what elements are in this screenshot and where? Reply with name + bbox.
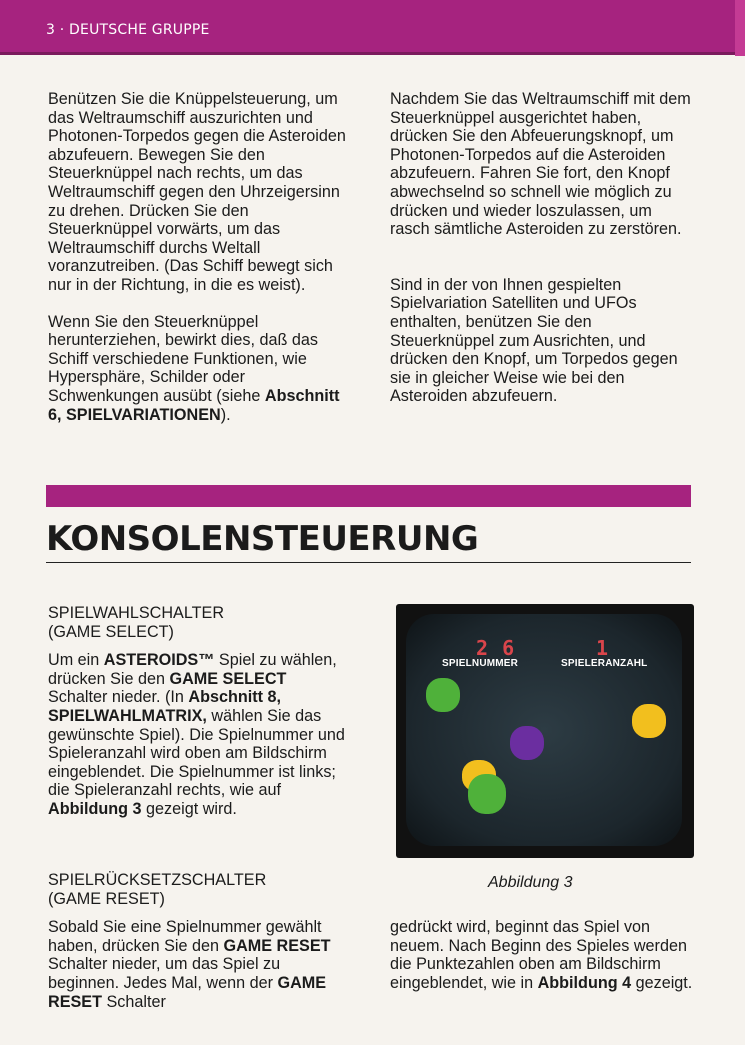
game-reset-continued xyxy=(390,918,695,992)
subheading: (GAME SELECT) xyxy=(48,622,174,641)
page-header-title: 3 · DEUTSCHE GRUPPE xyxy=(46,22,210,38)
asteroid-yellow xyxy=(632,704,666,738)
text: Schalter nieder. (In xyxy=(48,688,189,707)
text: wählen Sie das gewünschte Spiel). Die Spielnummer und Spieleranzahl wird oben am Bildschirm eingeblendet. Die Spielnummer ist links; die Spieleranzahl rechts, wie auf xyxy=(48,706,345,800)
paragraph: Sind in der von Ihnen gespielten Spielvariation Satelliten und UFOs enthalten, benützen Sie den Steuerknüppel zum Ausrichten, und drücken den Knopf, um Torpedos gegen sie in gleicher Weise wie bei den Asteroiden abzufeuern. xyxy=(390,275,678,406)
figure-caption: Abbildung 3 xyxy=(488,874,573,891)
figure-tv-screen xyxy=(396,604,694,858)
score-right: 1 xyxy=(596,636,610,660)
text: Wenn Sie den Steuerknüppel herunterziehen, bewirkt dies, daß das Schiff verschiedene Funktionen, wie Hypersphäre, Schilder oder Schwenkungen ausübt (siehe xyxy=(48,312,318,405)
asteroid-purple xyxy=(510,726,544,760)
subheading: (GAME RESET) xyxy=(48,889,165,908)
section-title: KONSOLENSTEUERUNG xyxy=(46,516,691,563)
emphasis: Abschnitt 8, SPIELWAHLMATRIX, xyxy=(48,688,282,725)
game-select-block xyxy=(48,604,348,819)
header-edge xyxy=(735,0,745,56)
text: Schalter nieder, um das Spiel zu beginnen. Jedes Mal, wenn der xyxy=(48,955,281,992)
label-spielnummer: SPIELNUMMER xyxy=(442,658,519,669)
paragraph xyxy=(390,918,695,992)
emphasis: GAME RESET xyxy=(48,973,327,1011)
paragraph xyxy=(48,918,348,1011)
right-column-top xyxy=(390,90,695,406)
subheading: SPIELRÜCKSETZSCHALTER xyxy=(48,871,267,889)
emphasis: GAME SELECT xyxy=(169,669,287,688)
asteroid-green xyxy=(468,774,506,814)
game-screen xyxy=(406,614,682,846)
left-column-top xyxy=(48,90,354,424)
subheading: SPIELWAHLSCHALTER xyxy=(48,604,225,622)
score-left: 2 6 xyxy=(476,636,516,660)
paragraph: Benützen Sie die Knüppelsteuerung, um das Weltraumschiff auszurichten und Photonen-Torpedos gegen die Asteroiden abzufeuern. Bewegen Sie den Steuerknüppel nach rechts, um das Weltraumschiff gegen den Uhrzeigersinn zu drehen. Drücken Sie den Steuerknüppel vorwärts, um das Weltraumschiff durchs Weltall voranzutreiben. (Das Schiff bewegt sich nur in der Richtung, in die es weist). xyxy=(48,90,346,294)
text: Spiel zu wählen, drücken Sie den xyxy=(48,651,337,688)
section-rule xyxy=(46,485,691,507)
emphasis: ASTEROIDS™ xyxy=(103,651,215,670)
section-reference: Abschnitt 6, SPIELVARIATIONEN xyxy=(48,386,340,424)
text: gedrückt wird, beginnt das Spiel von neuem. Nach Beginn des Spieles werden die Punktezahlen oben am Bildschirm eingeblendet, wie in xyxy=(390,918,687,992)
text: gezeigt wird. xyxy=(141,799,237,818)
paragraph xyxy=(48,651,348,818)
emphasis: GAME RESET xyxy=(223,936,331,955)
paragraph xyxy=(48,313,354,425)
text: Sobald Sie eine Spielnummer gewählt haben, drücken Sie den xyxy=(48,918,322,955)
text: gezeigt. xyxy=(631,973,693,992)
emphasis: Abbildung 3 xyxy=(48,799,142,818)
game-reset-block xyxy=(48,871,348,1011)
label-spieleranzahl: SPIELERANZAHL xyxy=(561,658,648,669)
text: Um ein xyxy=(48,651,104,670)
paragraph: Nachdem Sie das Weltraumschiff mit dem Steuerknüppel ausgerichtet haben, drücken Sie den Abfeuerungsknopf, um Photonen-Torpedos auf die Asteroiden abzufeuern. Fahren Sie fort, den Knopf abwechselnd so schnell wie möglich zu drücken und wieder loszulassen, um rasch sämtliche Asteroiden zu zerstören. xyxy=(390,90,691,239)
asteroid-green xyxy=(426,678,460,712)
text: ). xyxy=(220,405,231,424)
emphasis: Abbildung 4 xyxy=(537,973,632,992)
text: Schalter xyxy=(101,992,166,1011)
